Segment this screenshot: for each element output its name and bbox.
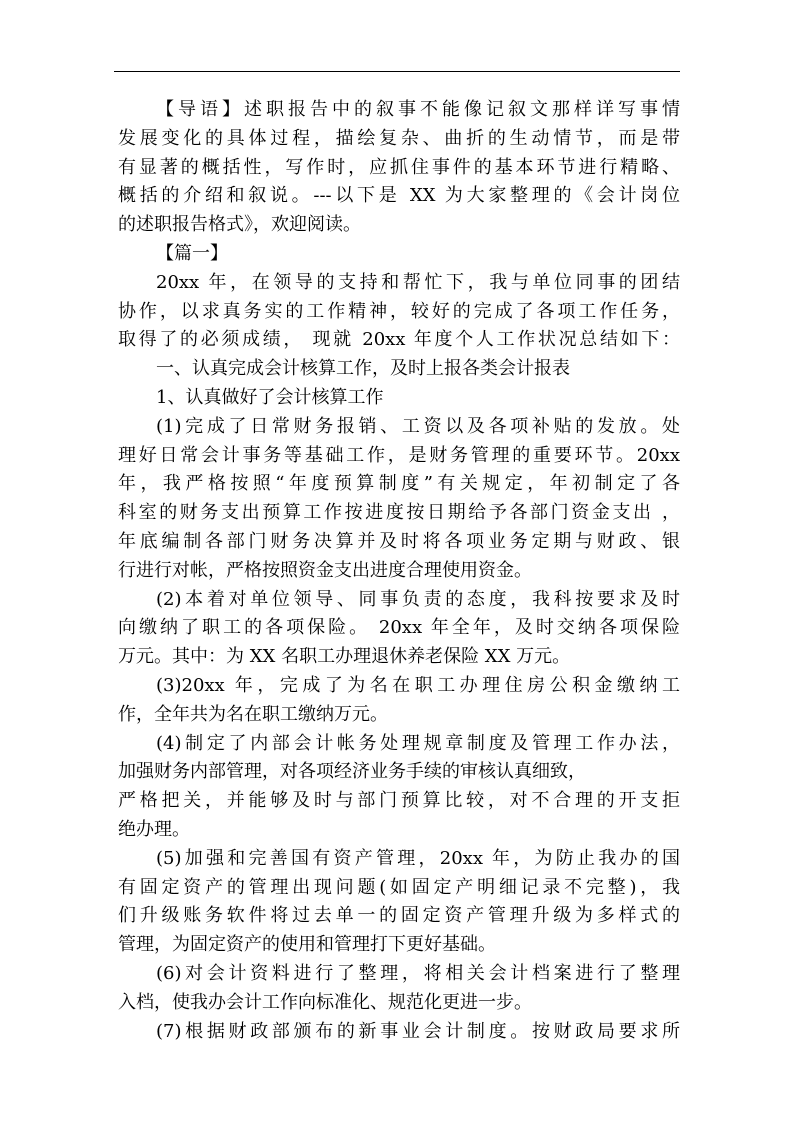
text-line: 【导语】述职报告中的叙事不能像记叙文那样详写事情 <box>156 99 680 120</box>
text-line: 管理，为固定资产的使用和管理打下更好基础。 <box>118 934 496 956</box>
text-line: 加强财务内部管理，对各项经济业务手续的审核认真细致， <box>118 761 586 783</box>
text-line: 作，全年共为名在职工缴纳万元。 <box>118 703 388 725</box>
text-line: 【篇一】 <box>156 242 228 264</box>
text-line: 20xx 年，在领导的支持和帮忙下，我与单位同事的团结 <box>156 271 680 293</box>
text-line: 们升级账务软件将过去单一的固定资产管理升级为多样式的 <box>118 905 680 927</box>
text-line: 一、认真完成会计核算工作，及时上报各类会计报表 <box>156 358 570 380</box>
text-line: (7)根据财政部颁布的新事业会计制度。按财政局要求所 <box>156 1020 680 1042</box>
text-line: 行进行对帐，严格按照资金支出进度合理使用资金。 <box>118 559 532 581</box>
text-line: 年底编制各部门财务决算并及时将各项业务定期与财政、银 <box>118 530 680 552</box>
text-line: 协作，以求真务实的工作精神，较好的完成了各项工作任务， <box>118 300 680 322</box>
header-rule <box>114 71 680 72</box>
text-line: (6)对会计资料进行了整理，将相关会计档案进行了整理 <box>156 962 680 984</box>
text-line: (5)加强和完善国有资产管理，20xx 年，为防止我办的国 <box>156 847 680 869</box>
text-line: 绝办理。 <box>118 818 190 840</box>
text-line: (1)完成了日常财务报销、工资以及各项补贴的发放。处 <box>156 415 680 437</box>
text-line: 取得了的必须成绩， 现就 20xx 年度个人工作状况总结如下： <box>118 329 680 351</box>
text-line: 万元。其中：为 XX 名职工办理退休养老保险 XX 万元。 <box>118 646 571 668</box>
text-line: 有显著的概括性，写作时，应抓住事件的基本环节进行精略、 <box>118 156 680 178</box>
text-line: 发展变化的具体过程，描绘复杂、曲折的生动情节，而是带 <box>118 127 680 149</box>
text-line: (3)20xx 年，完成了为名在职工办理住房公积金缴纳工 <box>156 674 680 696</box>
text-line: 年，我严格按照“年度预算制度”有关规定，年初制定了各 <box>118 473 680 495</box>
text-line: 有固定资产的管理出现问题(如固定产明细记录不完整)，我 <box>118 876 680 898</box>
text-line: 入档，使我办会计工作向标准化、规范化更进一步。 <box>118 991 532 1013</box>
report-body <box>118 96 680 1046</box>
text-line: 1、认真做好了会计核算工作 <box>156 386 384 408</box>
text-line: 科室的财务支出预算工作按进度按日期给予各部门资金支出 ， <box>118 502 680 524</box>
text-line: 的述职报告格式》，欢迎阅读。 <box>118 214 361 236</box>
text-line: (2)本着对单位领导、同事负责的态度，我科按要求及时 <box>156 588 680 610</box>
text-line: 向缴纳了职工的各项保险。 20xx 年全年，及时交纳各项保险 <box>118 617 680 639</box>
text-line: 理好日常会计事务等基础工作，是财务管理的重要环节。20xx <box>118 444 680 466</box>
text-line: (4)制定了内部会计帐务处理规章制度及管理工作办法， <box>156 732 680 754</box>
text-line: 概括的介绍和叙说。---以下是 XX 为大家整理的《会计岗位 <box>118 185 680 207</box>
text-line: 严格把关，并能够及时与部门预算比较，对不合理的开支拒 <box>118 790 680 812</box>
